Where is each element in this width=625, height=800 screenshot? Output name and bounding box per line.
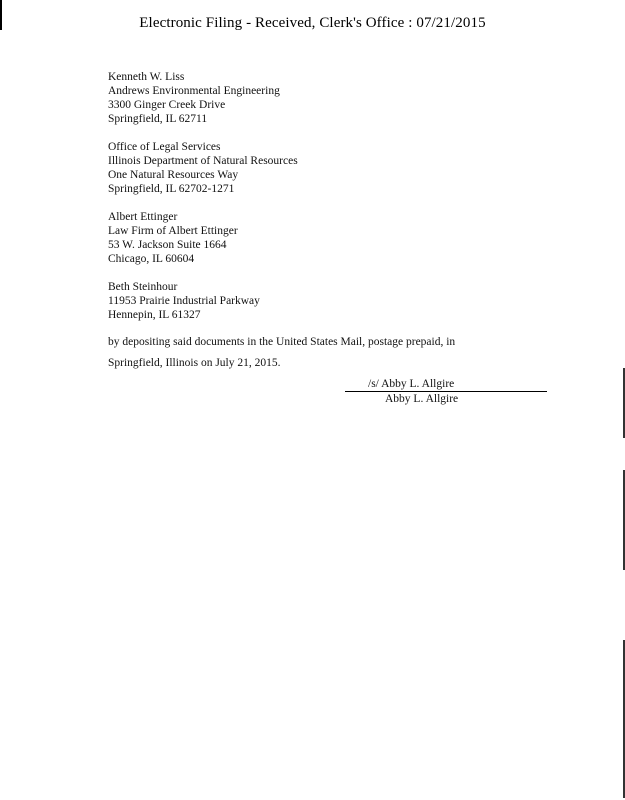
recipient-city: Chicago, IL 60604 <box>108 253 195 265</box>
service-method-text: by depositing said documents in the United States Mail, postage prepaid, in <box>108 336 456 348</box>
recipient-street: 3300 Ginger Creek Drive <box>108 99 226 111</box>
recipient-block <box>108 280 298 322</box>
signature-line <box>345 378 547 392</box>
recipient-street: One Natural Resources Way <box>108 169 239 181</box>
recipient-city: Springfield, IL 62702-1271 <box>108 183 235 195</box>
recipient-city: Springfield, IL 62711 <box>108 113 208 125</box>
recipient-block <box>108 140 298 196</box>
recipient-organization: Illinois Department of Natural Resources <box>108 155 298 167</box>
recipient-name: Albert Ettinger <box>108 211 178 223</box>
filing-stamp-header: Electronic Filing - Received, Clerk's Office : 07/21/2015 <box>139 15 486 31</box>
recipient-organization: Andrews Environmental Engineering <box>108 85 280 97</box>
recipient-block <box>108 70 298 126</box>
recipient-street: 11953 Prairie Industrial Parkway <box>108 295 260 307</box>
recipient-street: 53 W. Jackson Suite 1664 <box>108 239 227 251</box>
electronic-signature: /s/ Abby L. Allgire <box>368 378 455 390</box>
service-date-text: Springfield, Illinois on July 21, 2015. <box>108 357 281 369</box>
recipient-name: Beth Steinhour <box>108 281 178 293</box>
recipient-name: Kenneth W. Liss <box>108 71 185 83</box>
service-list <box>108 70 298 336</box>
signer-name: Abby L. Allgire <box>385 393 459 405</box>
recipient-name: Office of Legal Services <box>108 141 221 153</box>
recipient-city: Hennepin, IL 61327 <box>108 309 201 321</box>
recipient-block <box>108 210 298 266</box>
recipient-organization: Law Firm of Albert Ettinger <box>108 225 238 237</box>
